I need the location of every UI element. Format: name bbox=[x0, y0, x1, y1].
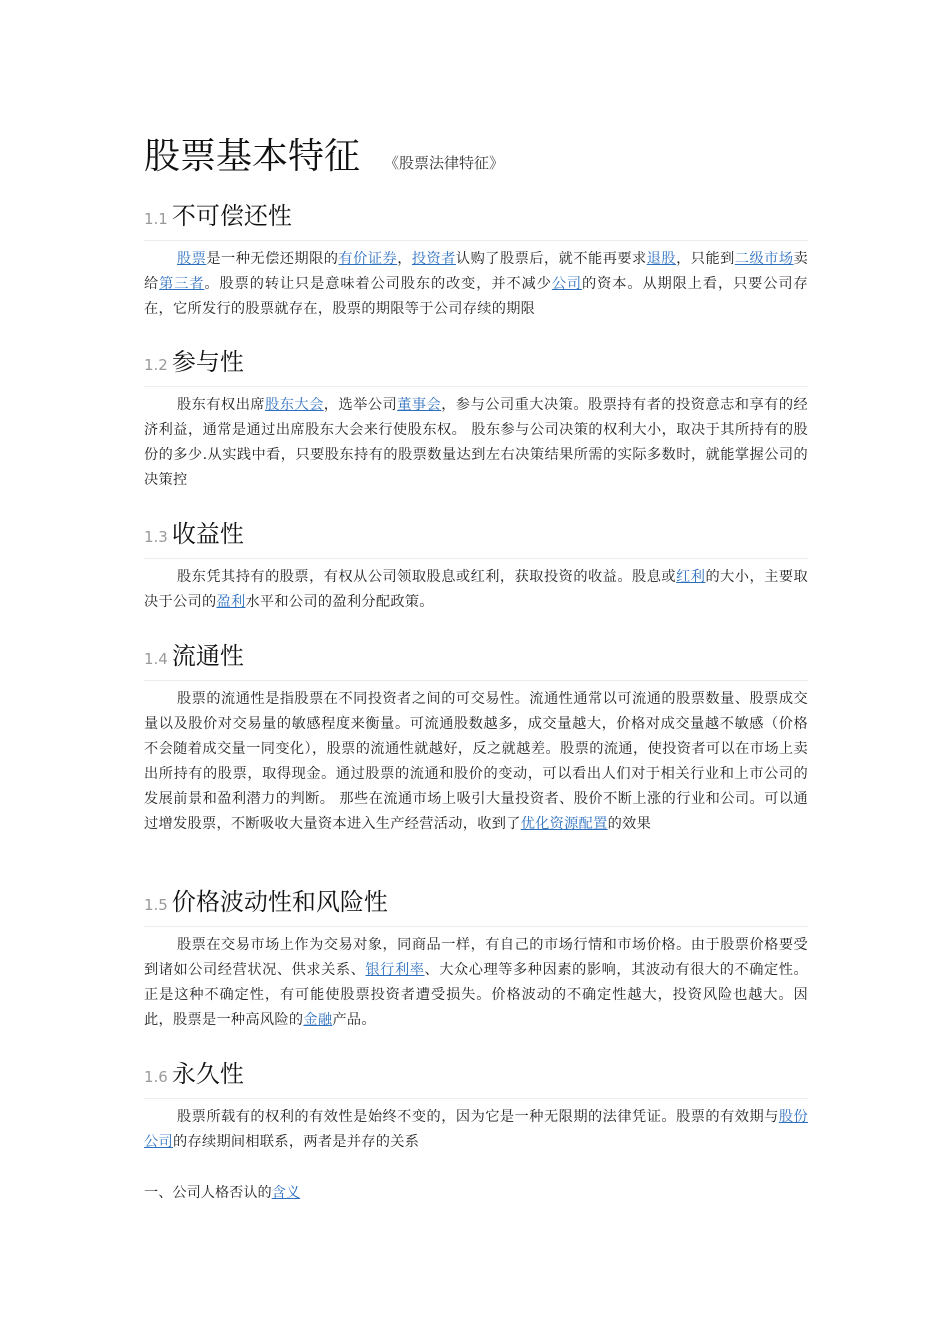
page-title: 股票基本特征 bbox=[144, 136, 361, 177]
text-run: 认购了股票后，就不能再要求 bbox=[455, 251, 647, 267]
footer-text: 一、公司人格否认的 bbox=[144, 1185, 272, 1201]
text-run: 股东有权出席 bbox=[177, 397, 266, 413]
section-title: 永久性 bbox=[171, 1060, 244, 1088]
inline-link[interactable]: 投资者 bbox=[411, 251, 456, 267]
section-4 bbox=[144, 636, 808, 851]
inline-link[interactable]: 第三者 bbox=[159, 276, 205, 292]
text-run: 水平和公司的盈利分配政策。 bbox=[245, 594, 434, 610]
text-run: 卖给 bbox=[144, 251, 809, 292]
section-paragraph bbox=[144, 393, 808, 493]
section-heading bbox=[144, 636, 808, 681]
inline-link[interactable]: 银行利率 bbox=[365, 962, 425, 978]
text-run: 是一种无偿还期限的 bbox=[206, 251, 339, 267]
inline-link[interactable]: 退股 bbox=[646, 251, 677, 267]
text-run: 股票所载有的权利的有效性是始终不变的，因为它是一种无限期的法律凭证。股票的有效期与 bbox=[177, 1109, 779, 1125]
inline-link[interactable]: 股份公司 bbox=[144, 1109, 808, 1150]
inline-link[interactable]: 公司 bbox=[551, 276, 583, 292]
inline-link[interactable]: 红利 bbox=[676, 569, 706, 585]
section-number: 1.6 bbox=[144, 1068, 168, 1086]
section-1 bbox=[144, 196, 808, 336]
section-title: 价格波动性和风险性 bbox=[171, 888, 388, 916]
section-number: 1.1 bbox=[144, 210, 168, 228]
section-6 bbox=[144, 1054, 808, 1169]
section-heading bbox=[144, 342, 808, 387]
text-run: 产品。 bbox=[332, 1012, 376, 1028]
section-paragraph bbox=[144, 687, 808, 837]
section-number: 1.3 bbox=[144, 528, 168, 546]
inline-link[interactable]: 优化资源配置 bbox=[520, 816, 608, 832]
inline-link[interactable]: 金融 bbox=[303, 1012, 333, 1028]
section-heading bbox=[144, 196, 808, 241]
footer-line bbox=[144, 1182, 300, 1202]
section-title: 不可偿还性 bbox=[171, 202, 292, 230]
text-run: 的大小，主要取决于公司的 bbox=[144, 569, 808, 610]
section-paragraph bbox=[144, 1105, 808, 1155]
section-2 bbox=[144, 342, 808, 507]
section-heading bbox=[144, 514, 808, 559]
inline-link[interactable]: 盈利 bbox=[216, 594, 246, 610]
text-run: 股东凭其持有的股票，有权从公司领取股息或红利，获取投资的收益。股息或 bbox=[177, 569, 677, 585]
inline-link[interactable]: 股东大会 bbox=[265, 397, 324, 413]
text-run: ，只能到 bbox=[676, 251, 735, 267]
section-5 bbox=[144, 882, 808, 1047]
section-heading bbox=[144, 1054, 808, 1099]
title-row bbox=[144, 128, 504, 179]
section-paragraph bbox=[144, 933, 808, 1033]
text-run: ，参与公司重大决策。股票持有者的投资意志和享有的经济利益，通常是通过出席股东大会来行使股东权。 股东参与公司决策的权利大小，取决于其所持有的股份的多少.从实践中看，只要股东持有的股票数量达到左右决策结果所需的实际多数时，就能掌握公司的决策控 bbox=[144, 397, 808, 488]
inline-link[interactable]: 二级市场 bbox=[734, 251, 794, 267]
inline-link[interactable]: 有价证券 bbox=[338, 251, 398, 267]
text-run: 的效果 bbox=[607, 816, 652, 832]
section-title: 参与性 bbox=[171, 348, 244, 376]
text-run: 的存续期间相联系，两者是并存的关系 bbox=[172, 1134, 420, 1150]
section-title: 收益性 bbox=[171, 520, 244, 548]
section-paragraph bbox=[144, 247, 808, 322]
section-number: 1.2 bbox=[144, 356, 168, 374]
text-run: ，选举公司 bbox=[323, 397, 398, 413]
section-number: 1.4 bbox=[144, 650, 168, 668]
text-run: ， bbox=[397, 251, 412, 267]
text-run: 的资本。从期限上看，只要公司存在，它所发行的股票就存在，股票的期限等于公司存续的期限 bbox=[144, 276, 808, 317]
page-subtitle: 《股票法律特征》 bbox=[384, 154, 505, 172]
text-run: 、大众心理等多种因素的影响，其波动有很大的不确定性。正是这种不确定性，有可能使股票投资者遭受损失。价格波动的不确定性越大，投资风险也越大。因此，股票是一种高风险的 bbox=[144, 962, 808, 1028]
section-heading bbox=[144, 882, 808, 927]
section-number: 1.5 bbox=[144, 896, 168, 914]
inline-link[interactable]: 股票 bbox=[177, 251, 207, 267]
section-title: 流通性 bbox=[171, 642, 244, 670]
footer-link[interactable]: 含义 bbox=[271, 1185, 301, 1201]
text-run: 股票的流通性是指股票在不同投资者之间的可交易性。流通性通常以可流通的股票数量、股票成交量以及股价对交易量的敏感程度来衡量。可流通股数越多，成交量越大，价格对成交量越不敏感（价格不会随着成交量一同变化），股票的流通性就越好，反之就越差。股票的流通，使投资者可以在市场上卖出所持有的股票，取得现金。通过股票的流通和股价的变动，可以看出人们对于相关行业和上市公司的发展前景和盈利潜力的判断。 那些在流通市场上吸引大量投资者、股价不断上涨的行业和公司。可以通过增发股票，不断吸收大量资本进入生产经营活动，收到了 bbox=[144, 691, 808, 832]
text-run: 股票在交易市场上作为交易对象，同商品一样，有自己的市场行情和市场价格。由于股票价格要受到诸如公司经营状况、供求关系、 bbox=[144, 937, 808, 978]
section-3 bbox=[144, 514, 808, 629]
inline-link[interactable]: 董事会 bbox=[397, 397, 442, 413]
text-run: 。股票的转让只是意味着公司股东的改变，并不减少 bbox=[204, 276, 552, 292]
section-paragraph bbox=[144, 565, 808, 615]
